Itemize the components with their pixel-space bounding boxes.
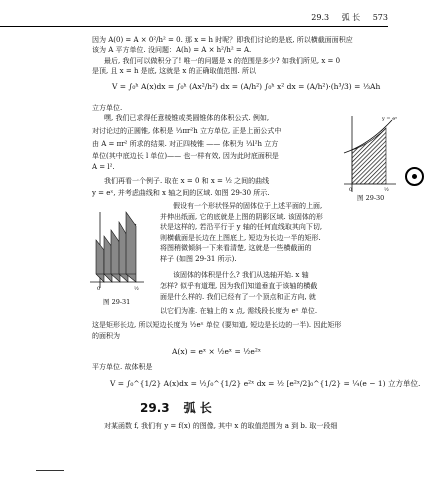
text-line: 平方单位. 故体积是 bbox=[92, 363, 153, 371]
tick-label-zero: 0 bbox=[97, 286, 101, 292]
text-line: 则横截面是长边在上图底上, 短边为长边一半的矩形. bbox=[160, 234, 321, 242]
text-line: A = l². bbox=[92, 163, 115, 171]
tick-label-half: ½ bbox=[134, 286, 139, 292]
cross-section-slab bbox=[126, 212, 136, 282]
text-line: 嘿, 我们已求得任意棱锥或类圆锥体的体积公式. 例如, bbox=[104, 114, 270, 122]
text-line: 对某函数 f, 我们有 y = f(x) 的图像, 其中 x 的取值范围为 a 到 b. 取一段细 bbox=[104, 422, 338, 430]
text-line: 面是什么样的. 我们已经有了一个顶点和正方向, 就 bbox=[160, 293, 316, 301]
text-line: 由 A = πr² 所求的结果. 对正四棱锥 —— 体积为 ⅓l²h 立方 bbox=[92, 140, 279, 148]
header-title: 弧 长 bbox=[341, 13, 361, 22]
text-line: 我们再看一个例子. 取在 x = 0 和 x = ½ 之间的曲线 bbox=[104, 177, 270, 185]
header-section-number: 29.3 bbox=[311, 13, 330, 22]
text-line: 该为 A 平方单位. 没问题：A(h) = A × h²/h² = A. bbox=[92, 46, 252, 54]
curve-label: y = eˣ bbox=[382, 116, 398, 122]
section-title: 弧 长 bbox=[183, 401, 212, 415]
text-line: 这是矩形长边, 所以短边长度为 ½eˣ 单位 (要知道, 短边是长边的一半). 因此矩形 bbox=[92, 321, 342, 329]
tick-label-half: ½ bbox=[384, 187, 389, 193]
equation-area: A(x) = eˣ × ½eˣ = ½e²ˣ bbox=[172, 347, 262, 356]
figure-29-30-caption: 图 29-30 bbox=[357, 194, 385, 202]
text-line: 是顶, 且 x = h 是底, 这就是 x 的正确取值范围. 所以 bbox=[92, 67, 256, 75]
text-line: 假设有一个形状怪异的固体位于上述平面的上面, bbox=[173, 202, 323, 210]
text-line: 最后, 我们可以做积分了! 唯一的问题是 x 的范围是多少? 如我们所见, x = 0 bbox=[104, 57, 341, 65]
cross-section-slab bbox=[96, 240, 104, 282]
text-line: y = eˣ, 并考虑曲线和 x 轴之间的区域. 如图 29-30 所示. bbox=[92, 189, 270, 197]
text-line: 立方单位. bbox=[92, 104, 123, 112]
section-heading bbox=[140, 399, 226, 416]
bottom-rule bbox=[36, 470, 64, 471]
text-line: 将图稍微倾斜一下来看清楚, 这就是一些横截面的 bbox=[160, 244, 312, 252]
figure-29-31 bbox=[86, 204, 152, 298]
text-line: 该固体的体积是什么? 我们从选轴开始. x 轴 bbox=[173, 271, 309, 279]
text-line: 单位(其中底边长 l 单位)—— 也一样有效, 因为此时底面积是 bbox=[92, 152, 279, 160]
text-line: 状是这样的, 若沿平行于 y 轴的任何直线取其向下切, bbox=[160, 223, 323, 231]
text-line: 并伸出纸面, 它的底就是上图的阴影区域. 该固体的形 bbox=[160, 213, 323, 221]
text-line: 怎样? 似乎有道理, 因为我们知道垂直于该轴的横截 bbox=[160, 282, 318, 290]
text-line: 的面积为 bbox=[92, 332, 120, 340]
text-line: 对讨论过的正圆锥, 体积是 ⅓πr²h 立方单位, 正是上面公式中 bbox=[92, 127, 282, 135]
figure-29-30 bbox=[340, 110, 398, 206]
text-line: 以它们为准. 在轴上的 x 点, 需线段长度为 eˣ 单位. bbox=[160, 307, 318, 315]
running-header bbox=[0, 12, 388, 27]
section-number: 29.3 bbox=[140, 401, 170, 415]
figure-29-31-caption: 图 29-31 bbox=[103, 298, 131, 306]
page-tab-marker bbox=[405, 167, 424, 186]
text-line: 因为 A(0) = A × 0²/h² = 0. 那 x = h 时呢？即我们讨论的是底, 所以横截面面积应 bbox=[92, 36, 353, 44]
shaded-region bbox=[352, 128, 386, 184]
equation-cone-volume: V = ∫₀ʰ A(x)dx = ∫₀ʰ (Ax²/h²) dx = (A/h²) ∫₀ʰ x² dx = (A/h²)·(h³/3) = ⅓Ah bbox=[112, 82, 381, 91]
header-page-number: 573 bbox=[372, 13, 388, 22]
tick-label-zero: 0 bbox=[349, 187, 353, 193]
text-line: 样子 (如图 29-31 所示). bbox=[160, 255, 237, 263]
equation-volume-exp: V = ∫₀^{1/2} A(x)dx = ½∫₀^{1/2} e²ˣ dx = ½ [e²ˣ/2]₀^{1/2} = ¼(e − 1) 立方单位. bbox=[110, 379, 421, 388]
